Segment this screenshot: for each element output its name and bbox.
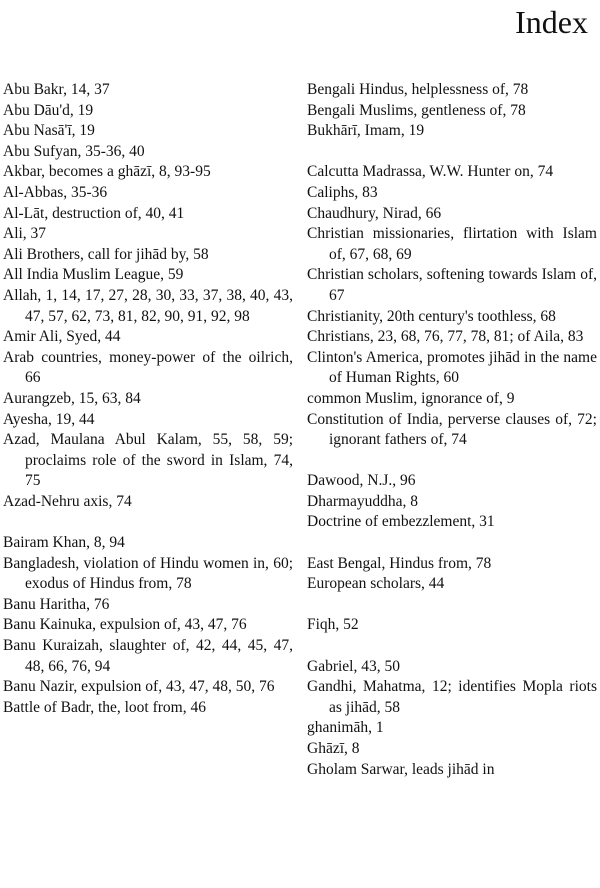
index-entry: European scholars, 44 <box>307 575 445 593</box>
index-entry: Banu Nazir, expulsion of, 43, 47, 48, 50, 76 <box>3 678 275 696</box>
index-entry: Al-Abbas, 35-36 <box>3 183 108 201</box>
index-entry: Christian scholars, softening towards Islam of, 67 <box>307 266 597 304</box>
index-entry: Ayesha, 19, 44 <box>3 410 95 428</box>
index-entry: Ghāzī, 8 <box>307 740 360 757</box>
index-entry: Caliphs, 83 <box>307 183 378 201</box>
index-entry: Gandhi, Mahatma, 12; identifies Mopla riots as jihād, 58 <box>307 678 597 716</box>
index-entry: Christians, 23, 68, 76, 77, 78, 81; of Aila, 83 <box>307 328 584 346</box>
index-entry: Bairam Khan, 8, 94 <box>3 534 125 552</box>
index-entry: Allah, 1, 14, 17, 27, 28, 30, 33, 37, 38, 40, 43, 47, 57, 62, 73, 81, 82, 90, 91, 92, 98 <box>3 286 293 325</box>
index-entry: Constitution of India, perverse clauses of, 72; ignorant fathers of, 74 <box>307 410 597 449</box>
index-entry: common Muslim, ignorance of, 9 <box>307 389 515 407</box>
index-entry: Clinton's America, promotes jihād in the name of Human Rights, 60 <box>307 348 597 387</box>
index-entry: Ali Brothers, call for jihād by, 58 <box>3 245 209 263</box>
index-entry: ghanimāh, 1 <box>307 719 384 737</box>
index-entry: Banu Kuraizah, slaughter of, 42, 44, 45, 47, 48, 66, 76, 94 <box>3 637 293 675</box>
index-entry: Christianity, 20th century's toothless, 68 <box>307 307 556 325</box>
index-entry: Azad-Nehru axis, 74 <box>3 492 132 510</box>
index-entry: Bukhārī, Imam, 19 <box>307 122 425 140</box>
index-entry: Banu Haritha, 76 <box>3 595 110 613</box>
index-entry: Arab countries, money-power of the oilrich, 66 <box>3 348 293 387</box>
section-gap <box>307 451 597 472</box>
index-entry: All India Muslim League, 59 <box>3 266 184 284</box>
index-entry: Banu Kainuka, expulsion of, 43, 47, 76 <box>3 616 247 634</box>
section-gap <box>307 533 597 554</box>
index-entry: Aurangzeb, 15, 63, 84 <box>3 389 141 407</box>
page-title: Index <box>515 4 588 40</box>
index-entry: Gholam Sarwar, leads jihād in <box>307 760 495 778</box>
index-entry: Abu Sufyan, 35-36, 40 <box>3 142 145 160</box>
index-entry: Amir Ali, Syed, 44 <box>3 328 121 346</box>
index-entry: Azad, Maulana Abul Kalam, 55, 58, 59; proclaims role of the sword in Islam, 74, 75 <box>3 431 293 490</box>
section-gap <box>307 142 597 163</box>
index-entry: Ali, 37 <box>3 225 47 243</box>
index-entry: Bengali Muslims, gentleness of, 78 <box>307 101 526 119</box>
index-entry: Abu Nasā'ī, 19 <box>3 122 95 140</box>
index-entry: Doctrine of embezzlement, 31 <box>307 513 495 531</box>
section-gap <box>307 595 597 616</box>
index-entry: Gabriel, 43, 50 <box>307 657 400 675</box>
section-gap <box>3 512 293 533</box>
index-entry: Christian missionaries, flirtation with Islam of, 67, 68, 69 <box>307 225 597 263</box>
index-entry: Dharmayuddha, 8 <box>307 492 419 510</box>
section-gap <box>307 636 597 657</box>
index-entry: Fiqh, 52 <box>307 616 359 634</box>
index-entry: Al-Lāt, destruction of, 40, 41 <box>3 204 185 222</box>
index-column-left <box>3 80 293 718</box>
index-entry: Battle of Badr, the, loot from, 46 <box>3 698 206 716</box>
index-entry: East Bengal, Hindus from, 78 <box>307 554 492 572</box>
index-entry: Akbar, becomes a ghāzī, 8, 93-95 <box>3 163 211 181</box>
index-entry: Abu Bakr, 14, 37 <box>3 81 110 98</box>
index-entry: Calcutta Madrassa, W.W. Hunter on, 74 <box>307 163 554 181</box>
index-column-right <box>307 80 597 780</box>
index-entry: Chaudhury, Nirad, 66 <box>307 204 442 222</box>
index-entry: Bengali Hindus, helplessness of, 78 <box>307 81 529 98</box>
index-entry: Bangladesh, violation of Hindu women in, 60; exodus of Hindus from, 78 <box>3 554 293 593</box>
index-entry: Abu Dāu'd, 19 <box>3 101 94 119</box>
index-entry: Dawood, N.J., 96 <box>307 472 416 490</box>
